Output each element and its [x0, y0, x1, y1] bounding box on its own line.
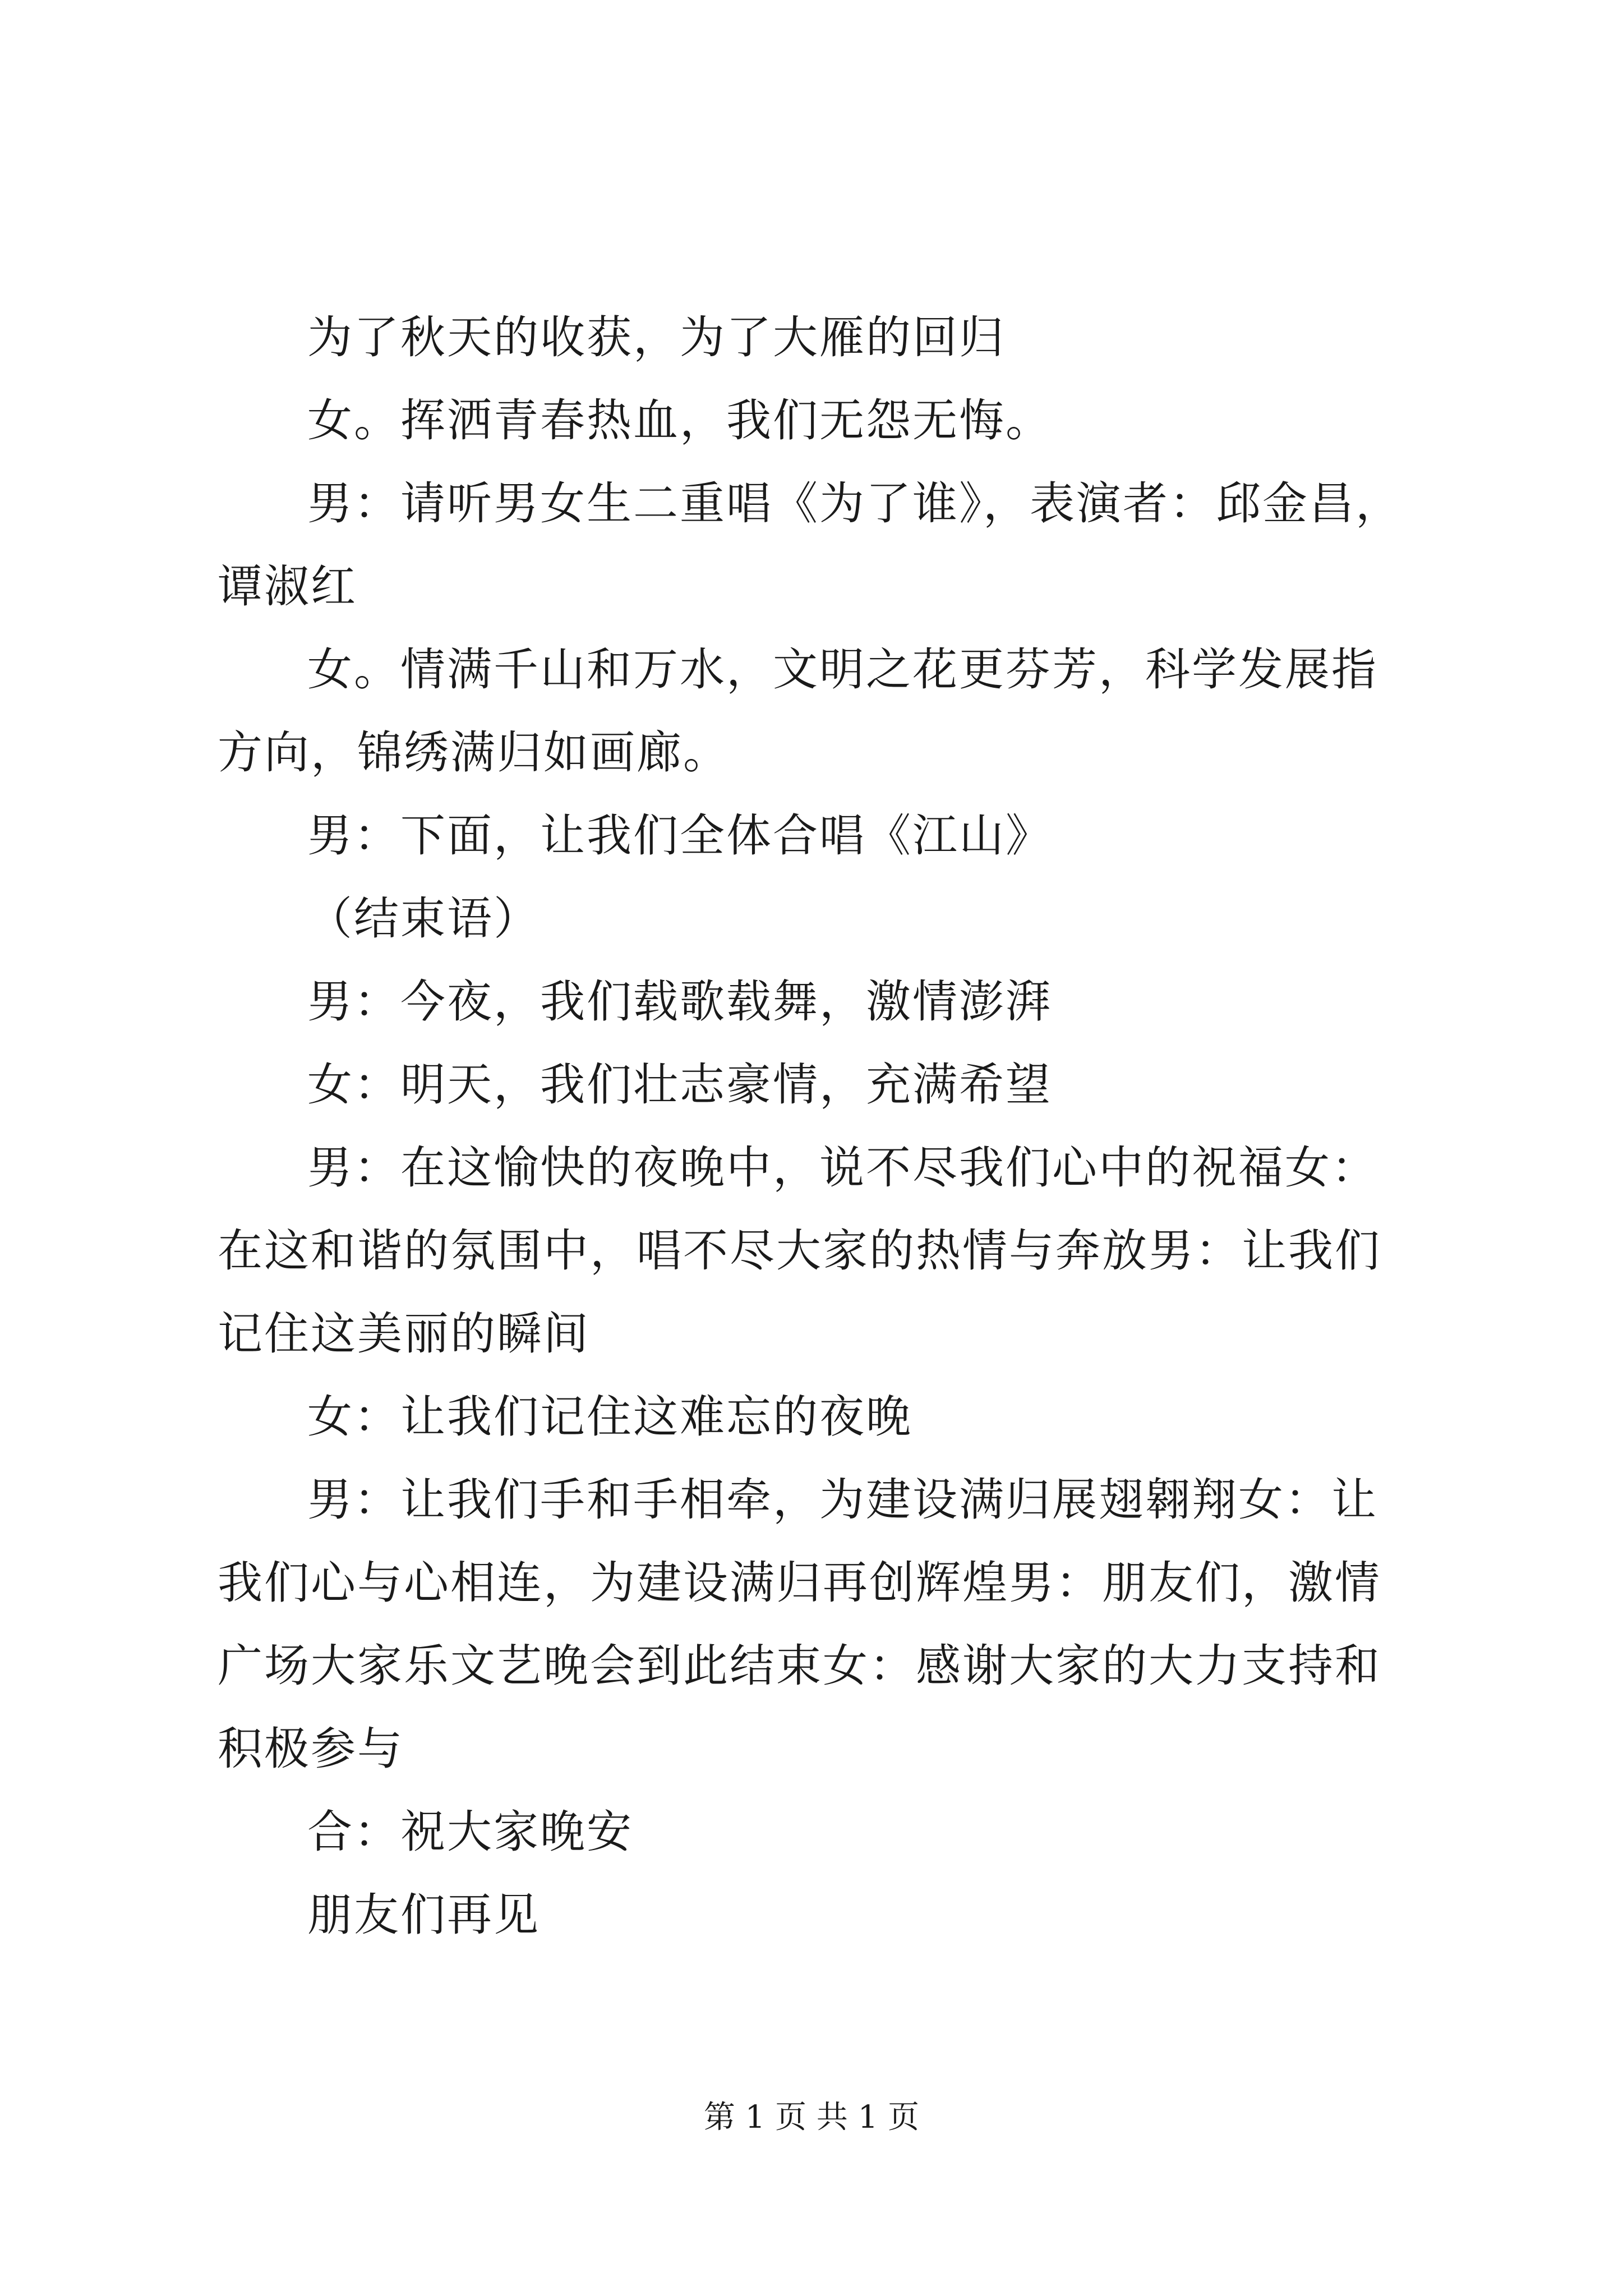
paragraph: 男：请听男女生二重唱《为了谁》，表演者：邱金昌，谭淑红	[218, 477, 1402, 613]
paragraph: 女：让我们记住这难忘的夜晚	[307, 1391, 912, 1443]
paragraph: 男：下面，让我们全体合唱《江山》	[307, 809, 1052, 862]
paragraph: 男：让我们手和手相牵，为建设满归展翅翱翔女：让我们心与心相连，为建设满归再创辉煌男：朋友们，激情广场大家乐文艺晚会到此结束女：感谢大家的大力支持和积极参与	[218, 1474, 1381, 1775]
paragraph: 女：明天，我们壮志豪情，充满希望	[307, 1059, 1052, 1111]
paragraph: 朋友们再见	[307, 1889, 540, 1941]
paragraph: 为了秋天的收获，为了大雁的回归	[307, 311, 1006, 364]
paragraph: 女。挥洒青春热血，我们无怨无悔。	[307, 394, 1052, 447]
document-body	[218, 296, 1423, 1957]
paragraph: 男：在这愉快的夜晚中，说不尽我们心中的祝福女：在这和谐的氛围中，唱不尽大家的热情与奔放男：让我们记住这美丽的瞬间	[218, 1142, 1381, 1360]
page-number-footer: 第 1 页 共 1 页	[703, 2099, 920, 2136]
paragraph: 男：今夜，我们载歌载舞，激情澎湃	[307, 976, 1052, 1028]
paragraph: （结束语）	[307, 892, 540, 945]
paragraph: 女。情满千山和万水，文明之花更芬芳，科学发展指方向，锦绣满归如画廊。	[218, 643, 1378, 779]
paragraph: 合：祝大家晚安	[307, 1806, 633, 1858]
